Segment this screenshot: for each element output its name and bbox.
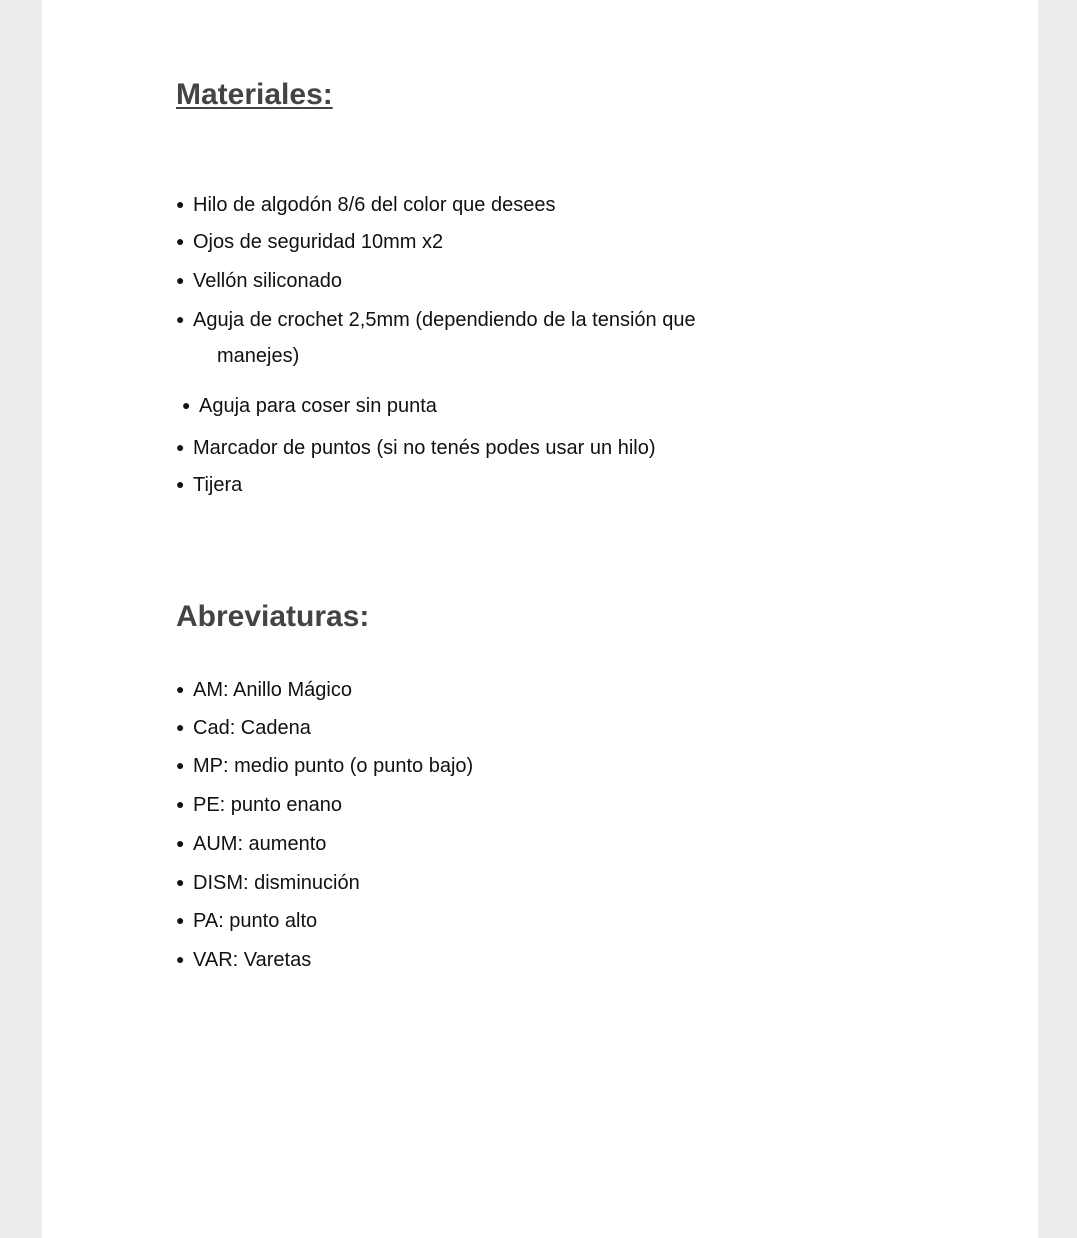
document-page xyxy=(42,0,1038,1238)
list-item xyxy=(176,834,326,854)
bullet-icon: ● xyxy=(176,681,185,697)
list-item-text: Ojos de seguridad 10mm x2 xyxy=(193,231,444,253)
list-item xyxy=(176,795,342,815)
list-item-text: AM: Anillo Mágico xyxy=(193,679,352,701)
bullet-icon: ● xyxy=(176,272,185,288)
list-item xyxy=(176,195,555,215)
list-item-text: PA: punto alto xyxy=(193,910,318,932)
bullet-icon: ● xyxy=(176,835,185,851)
list-item xyxy=(176,873,360,893)
list-item xyxy=(176,718,311,738)
list-item-text: Aguja para coser sin punta xyxy=(199,395,437,417)
bullet-icon: ● xyxy=(176,912,185,928)
list-item xyxy=(176,232,443,252)
list-item xyxy=(176,271,342,291)
list-item-text: PE: punto enano xyxy=(193,794,343,816)
bullet-icon: ● xyxy=(176,196,185,212)
list-item-text: Marcador de puntos (si no tenés podes usar un hilo) xyxy=(193,437,656,459)
list-item xyxy=(176,680,352,700)
bullet-icon: ● xyxy=(176,439,185,455)
bullet-icon: ● xyxy=(176,796,185,812)
list-item xyxy=(176,475,242,495)
list-item-text: Vellón siliconado xyxy=(193,270,342,292)
list-item-text: AUM: aumento xyxy=(193,833,327,855)
bullet-icon: ● xyxy=(176,874,185,890)
abbreviations-heading: Abreviaturas: xyxy=(176,600,370,633)
bullet-icon: ● xyxy=(176,951,185,967)
list-item xyxy=(176,950,311,970)
list-item xyxy=(176,756,473,776)
bullet-icon: ● xyxy=(176,311,185,327)
materials-heading: Materiales: xyxy=(176,78,333,111)
list-item-text: Hilo de algodón 8/6 del color que desees xyxy=(193,194,556,216)
list-item-text: Aguja de crochet 2,5mm (dependiendo de la tensión que xyxy=(193,309,696,331)
bullet-icon: ● xyxy=(176,233,185,249)
list-item xyxy=(182,396,437,416)
bullet-icon: ● xyxy=(176,757,185,773)
bullet-icon: ● xyxy=(176,719,185,735)
list-item-text: Tijera xyxy=(193,474,243,496)
list-item xyxy=(176,911,317,931)
list-item xyxy=(176,310,696,330)
list-item-text: MP: medio punto (o punto bajo) xyxy=(193,755,474,777)
list-item-text: Cad: Cadena xyxy=(193,717,311,739)
list-item xyxy=(176,438,656,458)
bullet-icon: ● xyxy=(176,476,185,492)
list-item-text: VAR: Varetas xyxy=(193,949,312,971)
bullet-icon: ● xyxy=(182,397,191,413)
list-item-continuation: manejes) xyxy=(217,345,300,367)
list-item-text: DISM: disminución xyxy=(193,872,360,894)
